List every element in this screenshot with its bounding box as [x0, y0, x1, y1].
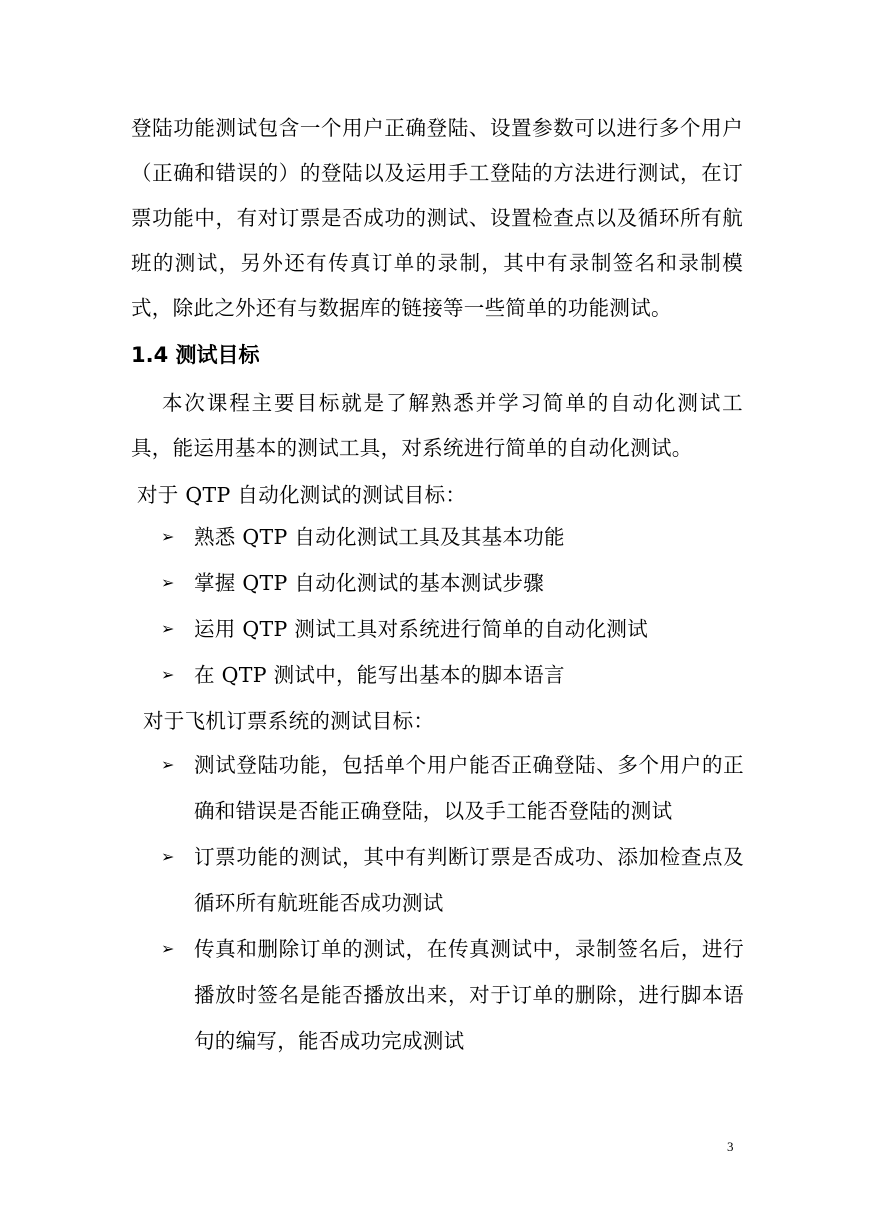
page-number: 3 [727, 1139, 734, 1154]
body-paragraph-1: 登陆功能测试包含一个用户正确登陆、设置参数可以进行多个用户（正确和错误的）的登陆以及运用手工登陆的方法进行测试，在订票功能中，有对订票是否成功的测试、设置检查点以及循环所有航班的测试，另外还有传真订单的录制，其中有录制签名和录制模式，除此之外还有与数据库的链接等一些简单的功能测试。 [131, 116, 743, 320]
bullet-arrow-icon: ➢ [161, 847, 175, 866]
bullet-arrow-icon: ➢ [161, 755, 175, 774]
list-item-text: 运用 QTP 测试工具对系统进行简单的自动化测试 [194, 617, 649, 641]
list-item-text: 掌握 QTP 自动化测试的基本测试步骤 [194, 571, 545, 595]
list-item-text: 在 QTP 测试中，能写出基本的脚本语言 [194, 663, 565, 687]
bullet-arrow-icon: ➢ [161, 527, 175, 546]
list-item [161, 560, 744, 606]
list-item [161, 652, 744, 698]
list-item-text: 测试登陆功能，包括单个用户能否正确登陆、多个用户的正确和错误是否能正确登陆，以及手工能否登陆的测试 [194, 753, 744, 823]
list-item-text: 熟悉 QTP 自动化测试工具及其基本功能 [194, 525, 565, 549]
section-heading: 1.4 测试目标 [131, 343, 260, 367]
bullet-arrow-icon: ➢ [161, 619, 175, 638]
list-item-text: 订票功能的测试，其中有判断订票是否成功、添加检查点及循环所有航班能否成功测试 [194, 845, 744, 915]
body-paragraph-2: 本次课程主要目标就是了解熟悉并学习简单的自动化测试工具，能运用基本的测试工具，对系统进行简单的自动化测试。 [131, 391, 743, 460]
list-item [161, 742, 744, 834]
bullet-arrow-icon: ➢ [161, 939, 175, 958]
list-item [161, 834, 744, 926]
flight-goals-intro: 对于飞机订票系统的测试目标： [143, 709, 435, 733]
list-item [161, 926, 744, 1064]
list-item [161, 606, 744, 652]
list-item-text: 传真和删除订单的测试，在传真测试中，录制签名后，进行播放时签名是能否播放出来，对于订单的删除，进行脚本语句的编写，能否成功完成测试 [194, 937, 744, 1053]
qtp-goals-intro: 对于 QTP 自动化测试的测试目标： [137, 483, 467, 507]
bullet-arrow-icon: ➢ [161, 665, 175, 684]
list-item [161, 514, 744, 560]
bullet-arrow-icon: ➢ [161, 573, 175, 592]
